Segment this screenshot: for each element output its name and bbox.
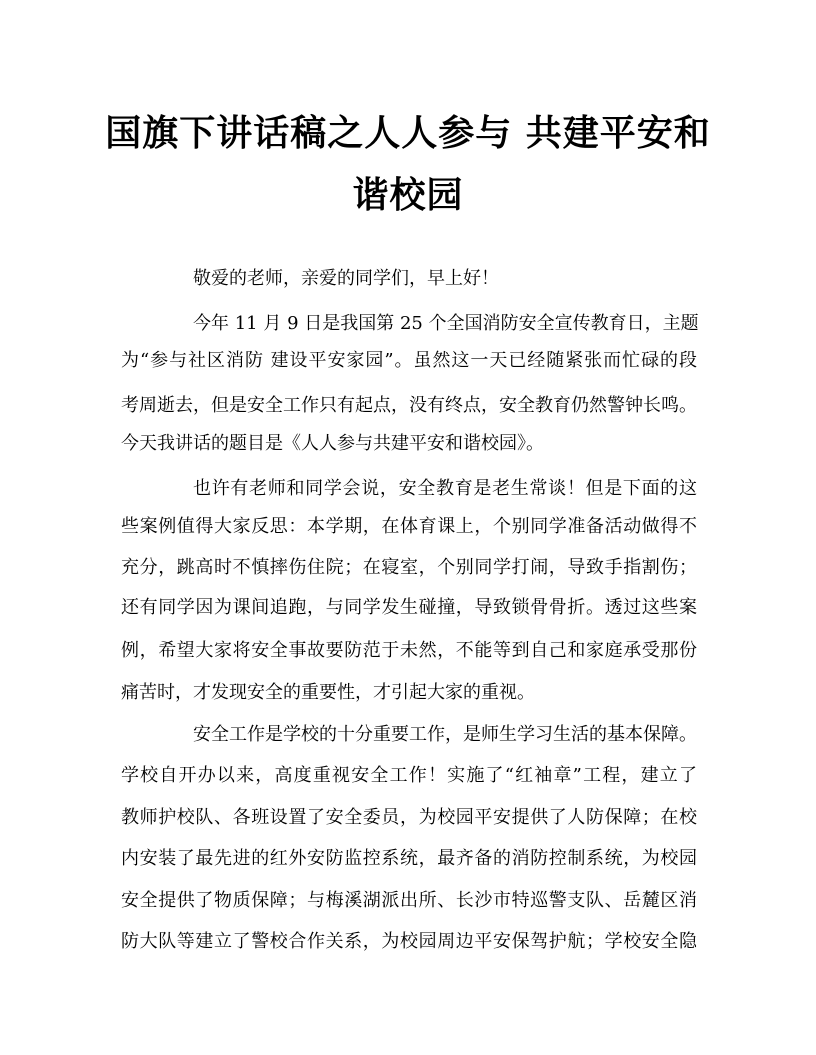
paragraph-2-line-3: 充分，跳高时不慎摔伤住院；在寝室，个别同学打闹，导致手指割伤； [121, 557, 697, 578]
paragraph-1-line-3: 考周逝去，但是安全工作只有起点，没有终点，安全教育仍然警钟长鸣。 [121, 395, 697, 416]
paragraph-2-line-2: 些案例值得大家反思：本学期，在体育课上，个别同学准备活动做得不 [121, 516, 697, 537]
paragraph-3-line-6: 防大队等建立了警校合作关系，为校园周边平安保驾护航；学校安全隐 [121, 931, 697, 952]
paragraph-2-line-4: 还有同学因为课间追跑，与同学发生碰撞，导致锁骨骨折。透过这些案 [121, 597, 697, 618]
paragraph-3-line-4: 内安装了最先进的红外安防监控系统，最齐备的消防控制系统，为校园 [121, 848, 697, 869]
paragraph-2-line-1: 也许有老师和同学会说，安全教育是老生常谈！但是下面的这 [193, 478, 697, 499]
document-title-line-2: 谐校园 [352, 174, 464, 216]
paragraph-3-line-3: 教师护校队、各班设置了安全委员，为校园平安提供了人防保障；在校 [121, 807, 697, 828]
greeting-line: 敬爱的老师，亲爱的同学们，早上好！ [193, 268, 499, 289]
paragraph-3-line-1: 安全工作是学校的十分重要工作，是师生学习生活的基本保障。 [193, 724, 697, 745]
paragraph-2-line-6: 痛苦时，才发现安全的重要性，才引起大家的重视。 [121, 682, 535, 703]
paragraph-1-line-4: 今天我讲话的题目是《人人参与共建平安和谐校园》。 [121, 433, 544, 454]
paragraph-2-line-5: 例，希望大家将安全事故要防范于未然，不能等到自己和家庭承受那份 [121, 640, 697, 661]
paragraph-1-line-1: 今年 11 月 9 日是我国第 25 个全国消防安全宣传教育日，主题 [193, 313, 699, 334]
paragraph-3-line-5: 安全提供了物质保障；与梅溪湖派出所、长沙市特巡警支队、岳麓区消 [121, 890, 697, 911]
paragraph-3-line-2: 学校自开办以来，高度重视安全工作！实施了“红袖章”工程，建立了 [121, 765, 697, 786]
paragraph-1-line-2: 为“参与社区消防 建设平安家园”。虽然这一天已经随紧张而忙碌的段 [121, 350, 697, 371]
document-title-line-1: 国旗下讲话稿之人人参与 共建平安和 [105, 112, 711, 154]
